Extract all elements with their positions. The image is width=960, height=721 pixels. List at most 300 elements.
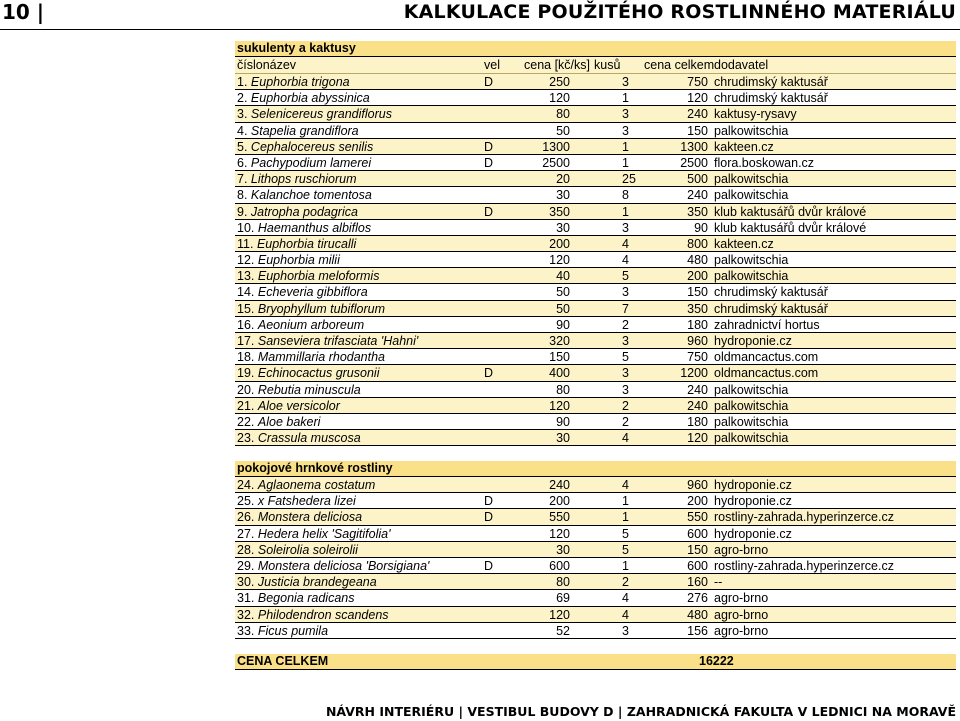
grand-total-bar: [235, 654, 956, 670]
header-rule: [0, 29, 960, 30]
size-cell: [480, 526, 522, 541]
plant-name: Jatropha podagrica: [250, 204, 358, 219]
size-cell: [480, 284, 522, 299]
plant-name-cell: [235, 607, 480, 622]
size-cell: [480, 349, 522, 364]
table-row: [235, 414, 956, 430]
plant-name-cell: [235, 90, 480, 105]
supplier-cell: kaktusy-rysavy: [714, 107, 797, 122]
size-cell: [480, 414, 522, 429]
total-price-cell: 150: [687, 542, 708, 557]
supplier-cell: klub kaktusářů dvůr králové: [714, 220, 867, 235]
row-number: 15.: [237, 301, 255, 316]
supplier-cell: chrudimský kaktusář: [714, 75, 828, 89]
plant-name: Euphorbia trigona: [250, 75, 350, 89]
table-row: [235, 333, 956, 349]
total-price-cell: 200: [687, 269, 708, 284]
quantity-cell: 2: [622, 317, 629, 332]
plant-name-cell: [235, 542, 480, 557]
total-price-cell: 350: [687, 204, 708, 219]
plant-name-cell: [235, 558, 480, 573]
quantity-cell: 1: [622, 558, 629, 573]
total-price-cell: 150: [687, 123, 708, 138]
unit-price-cell: 550: [549, 510, 570, 525]
table-row: [235, 139, 956, 155]
column-header-row: [235, 57, 956, 74]
row-number: 24.: [237, 478, 255, 492]
table-row: [235, 74, 956, 90]
unit-price-cell: 600: [549, 558, 570, 573]
total-price-cell: 1300: [680, 139, 708, 154]
unit-price-cell: 150: [549, 350, 570, 365]
total-price-cell: 200: [687, 494, 708, 509]
row-number: 23.: [237, 431, 255, 446]
table-row: [235, 187, 956, 203]
table-row: [235, 204, 956, 220]
row-number: 29.: [237, 558, 255, 573]
table-row: [235, 268, 956, 284]
quantity-cell: 3: [622, 123, 629, 138]
quantity-cell: 4: [622, 591, 629, 606]
row-number: 8.: [237, 188, 248, 203]
quantity-cell: 3: [622, 220, 629, 235]
table-row: [235, 155, 956, 171]
column-header-dodavatel: dodavatel: [714, 58, 769, 72]
table-row: [235, 171, 956, 187]
supplier-cell: agro-brno: [714, 623, 769, 638]
plant-name: Justicia brandegeana: [257, 575, 377, 590]
quantity-cell: 3: [622, 382, 629, 397]
quantity-cell: 4: [622, 253, 629, 268]
table-row: [235, 590, 956, 606]
unit-price-cell: 52: [556, 623, 570, 638]
unit-price-cell: 350: [549, 204, 570, 219]
quantity-cell: 5: [622, 526, 629, 541]
size-cell: [480, 236, 522, 251]
unit-price-cell: 90: [556, 317, 570, 332]
total-price-cell: 180: [687, 317, 708, 332]
supplier-cell: kakteen.cz: [714, 236, 774, 251]
plant-name: Haemanthus albiflos: [257, 220, 372, 235]
table-row: [235, 106, 956, 122]
supplier-cell: hydroponie.cz: [714, 494, 792, 509]
total-price-cell: 160: [687, 575, 708, 590]
row-number: 22.: [237, 414, 255, 429]
size-cell: [480, 623, 522, 638]
row-number: 1.: [237, 75, 248, 89]
table-row: [235, 301, 956, 317]
plant-name: Ficus pumila: [257, 623, 329, 638]
unit-price-cell: 1300: [542, 139, 570, 154]
row-number: 3.: [237, 107, 248, 122]
supplier-cell: chrudimský kaktusář: [714, 301, 828, 316]
unit-price-cell: 120: [549, 253, 570, 268]
plant-name: Sanseviera trifasciata 'Hahni': [257, 334, 419, 348]
quantity-cell: 5: [622, 542, 629, 557]
row-number: 14.: [237, 285, 255, 300]
table-row: [235, 398, 956, 414]
quantity-cell: 8: [622, 188, 629, 203]
row-number: 26.: [237, 510, 255, 525]
unit-price-cell: 90: [556, 414, 570, 429]
plant-name: Cephalocereus senilis: [250, 139, 374, 154]
quantity-cell: 2: [622, 575, 629, 590]
table-row: [235, 542, 956, 558]
supplier-cell: hydroponie.cz: [714, 478, 792, 492]
table-row: [235, 430, 956, 446]
plant-name: Monstera deliciosa 'Borsigiana': [257, 558, 430, 573]
table-row: [235, 558, 956, 574]
column-header-cena-celkem: cena celkem: [644, 58, 715, 72]
total-price-cell: 960: [687, 478, 708, 492]
size-cell: [480, 90, 522, 105]
plant-name: Aglaonema costatum: [257, 478, 376, 492]
quantity-cell: 3: [622, 623, 629, 638]
size-cell: D: [484, 204, 494, 219]
size-cell: [480, 574, 522, 589]
section-title: pokojové hrnkové rostliny: [235, 461, 956, 477]
unit-price-cell: 50: [556, 123, 570, 138]
supplier-cell: kakteen.cz: [714, 139, 774, 154]
plant-name: Rebutia minuscula: [257, 382, 361, 397]
unit-price-cell: 50: [556, 301, 570, 316]
size-cell: [480, 220, 522, 235]
table-row: [235, 477, 956, 493]
row-number: 2.: [237, 91, 248, 106]
table-row: [235, 574, 956, 590]
total-price-cell: 180: [687, 414, 708, 429]
plant-name-cell: [235, 493, 480, 508]
row-number: 20.: [237, 382, 255, 397]
row-number: 16.: [237, 317, 255, 332]
supplier-cell: rostliny-zahrada.hyperinzerce.cz: [714, 558, 894, 573]
plant-name-cell: [235, 509, 480, 524]
unit-price-cell: 250: [549, 75, 570, 89]
row-number: 10.: [237, 220, 255, 235]
row-number: 12.: [237, 253, 255, 268]
size-cell: [480, 333, 522, 348]
plant-name-cell: [235, 106, 480, 121]
total-price-cell: 120: [687, 91, 708, 106]
supplier-cell: zahradnictví hortus: [714, 317, 820, 332]
total-price-cell: 550: [687, 510, 708, 525]
table-row: [235, 123, 956, 139]
supplier-cell: hydroponie.cz: [714, 334, 792, 348]
total-price-cell: 350: [687, 301, 708, 316]
plant-name-cell: [235, 220, 480, 235]
total-price-cell: 500: [687, 172, 708, 187]
supplier-cell: agro-brno: [714, 591, 769, 606]
supplier-cell: hydroponie.cz: [714, 526, 792, 541]
plant-name-cell: [235, 317, 480, 332]
row-number: 32.: [237, 607, 255, 622]
size-cell: [480, 607, 522, 622]
unit-price-cell: 2500: [542, 155, 570, 170]
unit-price-cell: 200: [549, 236, 570, 251]
total-price-cell: 480: [687, 253, 708, 268]
plant-name-cell: [235, 590, 480, 605]
unit-price-cell: 80: [556, 575, 570, 590]
total-price-cell: 750: [687, 350, 708, 365]
plant-name-cell: [235, 252, 480, 267]
row-number: 28.: [237, 542, 255, 557]
size-cell: [480, 542, 522, 557]
total-price-cell: 240: [687, 107, 708, 122]
supplier-cell: palkowitschia: [714, 253, 789, 268]
supplier-cell: --: [714, 575, 723, 590]
supplier-cell: oldmancactus.com: [714, 366, 819, 381]
total-price-cell: 240: [687, 382, 708, 397]
grand-total-label: CENA CELKEM: [237, 654, 329, 668]
plant-name-cell: [235, 477, 480, 492]
column-header-cislo-nazev: číslonázev: [237, 58, 297, 72]
total-price-cell: 276: [687, 591, 708, 606]
quantity-cell: 3: [622, 366, 629, 381]
total-price-cell: 90: [694, 220, 708, 235]
succulents-table: [235, 41, 956, 446]
row-number: 4.: [237, 123, 248, 138]
plant-name-cell: [235, 623, 480, 638]
row-number: 17.: [237, 334, 255, 348]
table-body: [235, 477, 956, 639]
size-cell: [480, 590, 522, 605]
size-cell: [480, 268, 522, 283]
quantity-cell: 4: [622, 607, 629, 622]
plant-name: Bryophyllum tubiflorum: [257, 301, 386, 316]
supplier-cell: chrudimský kaktusář: [714, 91, 828, 106]
table-row: [235, 252, 956, 268]
total-price-cell: 240: [687, 398, 708, 413]
plant-name: Euphorbia abyssinica: [250, 91, 370, 106]
section-title: sukulenty a kaktusy: [235, 41, 956, 57]
plant-name: Soleirolia soleirolii: [257, 542, 358, 557]
plant-name-cell: [235, 333, 480, 348]
plant-name: Aeonium arboreum: [257, 317, 365, 332]
unit-price-cell: 200: [549, 494, 570, 509]
supplier-cell: palkowitschia: [714, 398, 789, 413]
unit-price-cell: 50: [556, 285, 570, 300]
unit-price-cell: 400: [549, 366, 570, 381]
total-price-cell: 156: [687, 623, 708, 638]
table-body: [235, 74, 956, 446]
size-cell: [480, 187, 522, 202]
plant-name: Pachypodium lamerei: [250, 155, 372, 170]
plant-name: Stapelia grandiflora: [250, 123, 359, 138]
quantity-cell: 1: [622, 510, 629, 525]
unit-price-cell: 30: [556, 220, 570, 235]
supplier-cell: palkowitschia: [714, 123, 789, 138]
table-row: [235, 284, 956, 300]
size-cell: [480, 382, 522, 397]
unit-price-cell: 120: [549, 398, 570, 413]
unit-price-cell: 40: [556, 269, 570, 284]
row-number: 27.: [237, 526, 255, 541]
total-price-cell: 150: [687, 285, 708, 300]
plant-name: Aloe bakeri: [257, 414, 321, 429]
supplier-cell: klub kaktusářů dvůr králové: [714, 204, 867, 219]
table-row: [235, 349, 956, 365]
row-number: 21.: [237, 398, 255, 413]
table-row: [235, 220, 956, 236]
unit-price-cell: 30: [556, 431, 570, 446]
grand-total-value: 16222: [699, 654, 734, 668]
plant-name: Crassula muscosa: [257, 431, 361, 446]
plant-name: Begonia radicans: [257, 591, 355, 606]
supplier-cell: rostliny-zahrada.hyperinzerce.cz: [714, 510, 894, 525]
row-number: 18.: [237, 350, 255, 365]
size-cell: [480, 106, 522, 121]
supplier-cell: agro-brno: [714, 542, 769, 557]
houseplants-table: [235, 461, 956, 639]
table-row: [235, 365, 956, 381]
unit-price-cell: 30: [556, 188, 570, 203]
quantity-cell: 3: [622, 107, 629, 122]
plant-name: Hedera helix 'Sagitifolia': [257, 526, 391, 541]
plant-name-cell: [235, 236, 480, 251]
row-number: 33.: [237, 623, 255, 638]
plant-name: Euphorbia meloformis: [257, 269, 380, 284]
plant-name-cell: [235, 430, 480, 445]
unit-price-cell: 20: [556, 172, 570, 187]
total-price-cell: 800: [687, 236, 708, 251]
row-number: 5.: [237, 139, 248, 154]
supplier-cell: palkowitschia: [714, 414, 789, 429]
total-price-cell: 480: [687, 607, 708, 622]
column-header-kusu: kusů: [594, 58, 621, 72]
quantity-cell: 3: [622, 285, 629, 300]
plant-name: Selenicereus grandiflorus: [250, 107, 392, 122]
table-row: [235, 90, 956, 106]
plant-name: x Fatshedera lizei: [257, 494, 356, 509]
page-title: KALKULACE POUŽITÉHO ROSTLINNÉHO MATERIÁLU: [403, 1, 956, 23]
supplier-cell: palkowitschia: [714, 188, 789, 203]
total-price-cell: 120: [687, 431, 708, 446]
supplier-cell: oldmancactus.com: [714, 350, 819, 365]
table-row: [235, 317, 956, 333]
plant-name-cell: [235, 349, 480, 364]
quantity-cell: 2: [622, 398, 629, 413]
plant-name: Aloe versicolor: [257, 398, 340, 413]
total-price-cell: 2500: [680, 155, 708, 170]
quantity-cell: 1: [622, 204, 629, 219]
column-header-vel: vel: [484, 58, 500, 72]
plant-name-cell: [235, 301, 480, 316]
table-row: [235, 236, 956, 252]
plant-name: Euphorbia milii: [257, 253, 340, 268]
row-number: 19.: [237, 366, 255, 381]
page-number: 10 |: [2, 0, 45, 24]
plant-name: Euphorbia tirucalli: [256, 236, 357, 251]
size-cell: D: [484, 510, 494, 525]
supplier-cell: agro-brno: [714, 607, 769, 622]
unit-price-cell: 120: [549, 91, 570, 106]
quantity-cell: 1: [622, 494, 629, 509]
total-price-cell: 750: [687, 75, 708, 89]
plant-name: Echeveria gibbiflora: [257, 285, 368, 300]
supplier-cell: flora.boskowan.cz: [714, 155, 815, 170]
size-cell: [480, 301, 522, 316]
total-price-cell: 240: [687, 188, 708, 203]
total-price-cell: 960: [687, 334, 708, 348]
size-cell: [480, 317, 522, 332]
plant-name-cell: [235, 204, 480, 219]
row-number: 7.: [237, 172, 248, 187]
quantity-cell: 4: [622, 236, 629, 251]
supplier-cell: chrudimský kaktusář: [714, 285, 828, 300]
quantity-cell: 1: [622, 139, 629, 154]
unit-price-cell: 80: [556, 107, 570, 122]
size-cell: D: [484, 75, 494, 89]
plant-name: Mammillaria rhodantha: [257, 350, 386, 365]
quantity-cell: 5: [622, 269, 629, 284]
quantity-cell: 25: [622, 172, 636, 187]
quantity-cell: 2: [622, 414, 629, 429]
unit-price-cell: 30: [556, 542, 570, 557]
row-number: 6.: [237, 155, 248, 170]
total-price-cell: 1200: [680, 366, 708, 381]
unit-price-cell: 240: [549, 478, 570, 492]
plant-name-cell: [235, 414, 480, 429]
quantity-cell: 4: [622, 431, 629, 446]
size-cell: [480, 123, 522, 138]
total-price-cell: 600: [687, 558, 708, 573]
size-cell: [480, 477, 522, 492]
row-number: 9.: [237, 204, 248, 219]
size-cell: D: [484, 139, 494, 154]
quantity-cell: 4: [622, 478, 629, 492]
plant-name-cell: [235, 268, 480, 283]
plant-name-cell: [235, 284, 480, 299]
unit-price-cell: 69: [556, 591, 570, 606]
table-row: [235, 607, 956, 623]
page-footer: NÁVRH INTERIÉRU | VESTIBUL BUDOVY D | ZAHRADNICKÁ FAKULTA V LEDNICI NA MORAVĚ: [325, 704, 956, 719]
quantity-cell: 1: [622, 91, 629, 106]
unit-price-cell: 80: [556, 382, 570, 397]
plant-name-cell: [235, 171, 480, 186]
plant-name-cell: [235, 139, 480, 154]
row-number: 25.: [237, 494, 255, 509]
quantity-cell: 3: [622, 334, 629, 348]
size-cell: D: [484, 558, 494, 573]
quantity-cell: 5: [622, 350, 629, 365]
plant-name: Lithops ruschiorum: [250, 172, 357, 187]
quantity-cell: 3: [622, 75, 629, 89]
plant-name: Kalanchoe tomentosa: [250, 188, 372, 203]
supplier-cell: palkowitschia: [714, 172, 789, 187]
supplier-cell: palkowitschia: [714, 382, 789, 397]
size-cell: D: [484, 155, 494, 170]
unit-price-cell: 120: [549, 607, 570, 622]
plant-name-cell: [235, 526, 480, 541]
size-cell: [480, 430, 522, 445]
size-cell: [480, 398, 522, 413]
table-row: [235, 526, 956, 542]
plant-name-cell: [235, 187, 480, 202]
supplier-cell: palkowitschia: [714, 269, 789, 284]
plant-name-cell: [235, 123, 480, 138]
total-price-cell: 600: [687, 526, 708, 541]
plant-name-cell: [235, 382, 480, 397]
size-cell: [480, 171, 522, 186]
row-number: 31.: [237, 591, 255, 606]
plant-name-cell: [235, 74, 480, 89]
plant-name-cell: [235, 398, 480, 413]
supplier-cell: palkowitschia: [714, 431, 789, 446]
row-number: 13.: [237, 269, 255, 284]
unit-price-cell: 320: [549, 334, 570, 348]
quantity-cell: 7: [622, 301, 629, 316]
size-cell: D: [484, 494, 494, 509]
